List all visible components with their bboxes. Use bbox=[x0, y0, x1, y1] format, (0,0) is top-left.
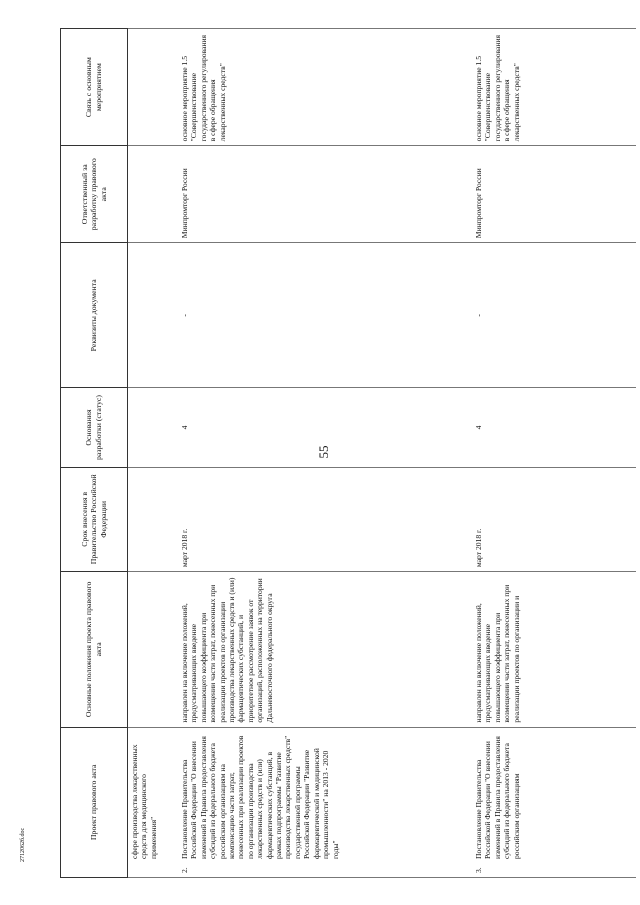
cell-empty bbox=[128, 388, 179, 467]
cell-empty bbox=[128, 29, 179, 146]
cell-requisites: - bbox=[178, 243, 472, 388]
cell-project-continuation bbox=[128, 727, 179, 877]
table-header-row bbox=[61, 29, 128, 878]
page-number: 55 bbox=[316, 445, 331, 459]
header-deadline: Срок внесения в Правительство Российской Федерации bbox=[61, 467, 128, 572]
header-project: Проект правового акта bbox=[61, 727, 128, 877]
cell-project bbox=[472, 727, 636, 877]
table-row-continuation bbox=[128, 29, 179, 878]
cell-deadline: март 2018 г. bbox=[472, 467, 636, 572]
cell-basis: 4 bbox=[178, 388, 472, 467]
header-responsible: Ответственный за разработку правового акта bbox=[61, 146, 128, 243]
cell-project bbox=[178, 727, 472, 877]
project-text: Постановление Правительства Российской Федерации "О внесении изменений в Правила предоставления субсидий из федерального бюджета российским организациям bbox=[474, 736, 521, 859]
rotated-page-content bbox=[60, 28, 600, 878]
header-basis: Основания разработки (статус) bbox=[61, 388, 128, 467]
cell-link: основное мероприятие 1.5 "Совершенствование государственного регулирования в сфере обращения лекарственных средств" bbox=[178, 29, 472, 146]
cell-empty bbox=[128, 243, 179, 388]
cell-responsible: Минпромторг России bbox=[472, 146, 636, 243]
project-continuation-text: сфере производства лекарственных средств для медицинского применения" bbox=[130, 744, 158, 859]
row-number: 2. bbox=[180, 867, 189, 873]
cell-basis: 4 bbox=[472, 388, 636, 467]
cell-provisions: направлен на включение положений, предусматривающих введение повышающего коэффициента при возмещении части затрат, понесенных при реализации проектов по организации и bbox=[472, 572, 636, 728]
cell-link: основное мероприятие 1.5 "Совершенствование государственного регулирования в сфере обращения лекарственных средств" bbox=[472, 29, 636, 146]
cell-deadline: март 2018 г. bbox=[178, 467, 472, 572]
row-number: 3. bbox=[474, 867, 483, 873]
cell-provisions: направлен на включение положений, предусматривающих введение повышающего коэффициента при возмещении части затрат, понесенных при реализации проектов по организации производства лекарственных средств и (или) фармацевтических субстанций, и приоритетное рассмотрение заявок от организаций, расположенных на территории Дальневосточного федерального округа bbox=[178, 572, 472, 728]
header-provisions: Основные положения проекта правового акта bbox=[61, 572, 128, 728]
project-text: Постановление Правительства Российской Федерации "О внесении изменений в Правила предоставления субсидий из федерального бюджета российским организациям на компенсацию части затрат, понесенных при реализации проектов по организации производства лекарственных средств и (или) фармацевтических субстанций, в рамках подпрограммы "Развитие производства лекарственных средств" государственной программы Российской Федерации "Развитие фармацевтической и медицинской промышленности" на 2013 - 2020 годы" bbox=[180, 735, 340, 859]
legal-acts-table bbox=[60, 28, 636, 878]
cell-empty bbox=[128, 146, 179, 243]
table-row bbox=[178, 29, 472, 878]
header-requisites: Реквизиты документа bbox=[61, 243, 128, 388]
table-row bbox=[472, 29, 636, 878]
header-link: Связь с основным мероприятием bbox=[61, 29, 128, 146]
cell-empty bbox=[128, 467, 179, 572]
file-name-text: 2712062б.doc bbox=[20, 827, 26, 862]
cell-responsible: Минпромторг России bbox=[178, 146, 472, 243]
cell-empty bbox=[128, 572, 179, 728]
cell-requisites: - bbox=[472, 243, 636, 388]
